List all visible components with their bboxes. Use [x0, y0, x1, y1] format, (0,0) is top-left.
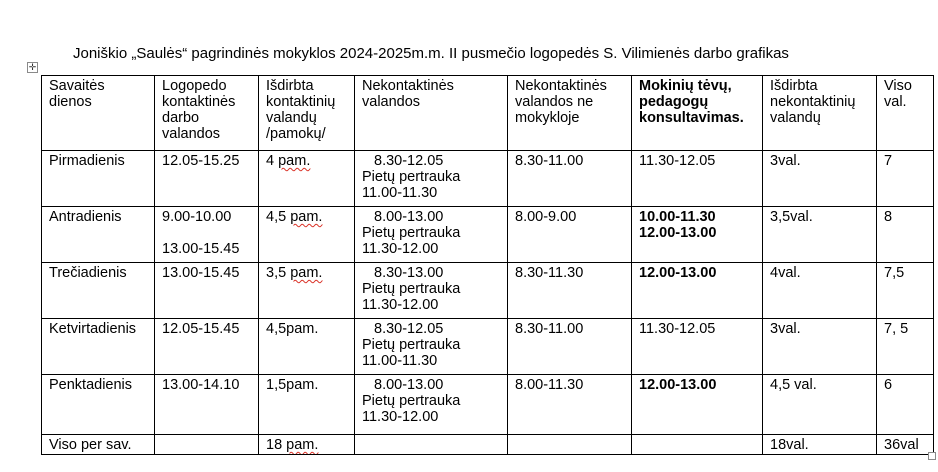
header-savaites-dienos: Savaitės dienos: [42, 76, 155, 151]
cell-contact-hours: 13.00-15.45: [155, 263, 259, 319]
cell-contact-hours: 9.00-10.00 13.00-15.45: [155, 207, 259, 263]
header-isdirbta-kontaktiniu: Išdirbta kontaktinių valandų /pamokų/: [259, 76, 355, 151]
cell-noncontact-hours: 8.30-12.05 Pietų pertrauka 11.00-11.30: [355, 319, 508, 375]
cell-worked-lessons: 3,5 pam.: [259, 263, 355, 319]
cell-contact-hours: 12.05-15.45: [155, 319, 259, 375]
cell-empty: [508, 435, 632, 455]
cell-consultation: 10.00-11.30 12.00-13.00: [632, 207, 763, 263]
cell-outside-hours: 8.30-11.30: [508, 263, 632, 319]
table-move-handle-icon[interactable]: ✛: [28, 62, 37, 72]
cell-worked-lessons: 4,5pam.: [259, 319, 355, 375]
header-nekontaktines-ne-mokykloje: Nekontaktinės valandos ne mokykloje: [508, 76, 632, 151]
cell-worked-lessons: 4 pam.: [259, 151, 355, 207]
cell-footer-total: 36val: [877, 435, 934, 455]
cell-noncontact-hours: 8.00-13.00 Pietų pertrauka 11.30-12.00: [355, 207, 508, 263]
cell-contact-hours: 12.05-15.25: [155, 151, 259, 207]
cell-footer-label: Viso per sav.: [42, 435, 155, 455]
table-footer-row: [42, 435, 934, 455]
cell-empty: [355, 435, 508, 455]
table-row: [42, 151, 934, 207]
header-viso-val: Viso val.: [877, 76, 934, 151]
cell-day: Pirmadienis: [42, 151, 155, 207]
table-row: [42, 263, 934, 319]
cell-consultation: 11.30-12.05: [632, 151, 763, 207]
cell-total: 7,5: [877, 263, 934, 319]
cell-noncontact-hours: 8.30-12.05 Pietų pertrauka 11.00-11.30: [355, 151, 508, 207]
cell-worked-lessons: 4,5 pam.: [259, 207, 355, 263]
cell-footer-worked-lessons: 18 pam.: [259, 435, 355, 455]
cell-noncontact-hours: 8.00-13.00 Pietų pertrauka 11.30-12.00: [355, 375, 508, 435]
cell-consultation: 12.00-13.00: [632, 375, 763, 435]
cell-empty: [632, 435, 763, 455]
cell-noncontact-worked: 4val.: [763, 263, 877, 319]
cell-outside-hours: 8.30-11.00: [508, 319, 632, 375]
cell-noncontact-worked: 3,5val.: [763, 207, 877, 263]
cell-consultation: 11.30-12.05: [632, 319, 763, 375]
cell-total: 8: [877, 207, 934, 263]
cell-footer-noncontact-worked: 18val.: [763, 435, 877, 455]
table-resize-handle-icon[interactable]: [928, 452, 936, 460]
cell-day: Ketvirtadienis: [42, 319, 155, 375]
header-kontaktines-valandos: Logopedo kontaktinės darbo valandos: [155, 76, 259, 151]
cell-noncontact-worked: 3val.: [763, 319, 877, 375]
cell-outside-hours: 8.30-11.00: [508, 151, 632, 207]
cell-total: 7: [877, 151, 934, 207]
table-header-row: [42, 76, 934, 151]
header-nekontaktines-valandos: Nekontaktinės valandos: [355, 76, 508, 151]
table-row: [42, 319, 934, 375]
table-row: [42, 375, 934, 435]
cell-worked-lessons: 1,5pam.: [259, 375, 355, 435]
table-row: [42, 207, 934, 263]
cell-noncontact-hours: 8.30-13.00 Pietų pertrauka 11.30-12.00: [355, 263, 508, 319]
cell-outside-hours: 8.00-11.30: [508, 375, 632, 435]
cell-day: Trečiadienis: [42, 263, 155, 319]
cell-total: 7, 5: [877, 319, 934, 375]
cell-contact-hours: 13.00-14.10: [155, 375, 259, 435]
cell-day: Antradienis: [42, 207, 155, 263]
cell-noncontact-worked: 3val.: [763, 151, 877, 207]
cell-noncontact-worked: 4,5 val.: [763, 375, 877, 435]
schedule-table: [41, 75, 934, 455]
document-title: Joniškio „Saulės“ pagrindinės mokyklos 2024-2025m.m. II pusmečio logopedės S. Vilimienės darbo grafikas: [73, 45, 789, 62]
header-isdirbta-nekontaktiniu: Išdirbta nekontaktinių valandų: [763, 76, 877, 151]
cell-empty: [155, 435, 259, 455]
header-konsultavimas: Mokinių tėvų, pedagogų konsultavimas.: [632, 76, 763, 151]
cell-total: 6: [877, 375, 934, 435]
cell-outside-hours: 8.00-9.00: [508, 207, 632, 263]
cell-day: Penktadienis: [42, 375, 155, 435]
cell-consultation: 12.00-13.00: [632, 263, 763, 319]
